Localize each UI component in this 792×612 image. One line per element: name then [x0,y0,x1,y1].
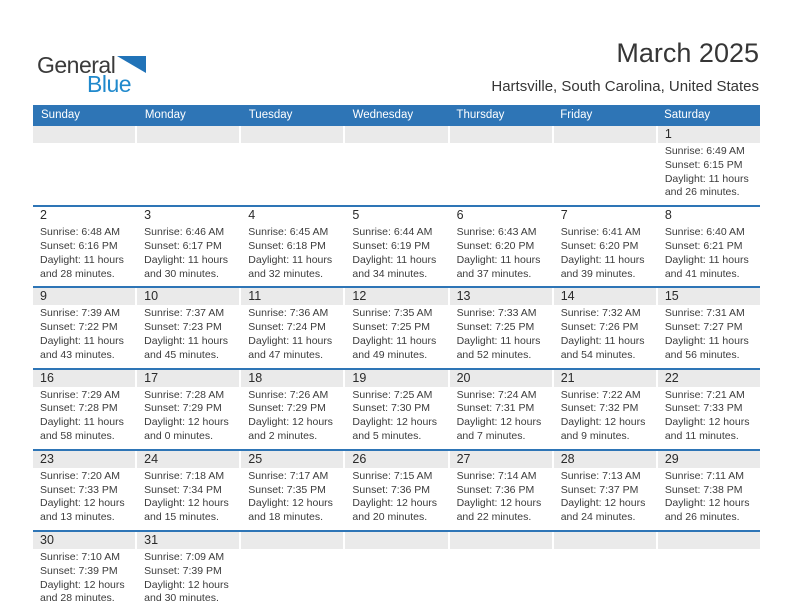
day-daylight-hours: Daylight: 11 hours [352,334,437,347]
day-number: 26 [345,451,447,468]
day-cell-empty [658,532,760,611]
week-row [33,288,760,369]
day-daylight-hours: Daylight: 11 hours [248,334,333,347]
day-daylight-minutes: and 28 minutes. [40,592,115,605]
day-sunset: Sunset: 7:33 PM [40,483,118,496]
day-sunset: Sunset: 6:21 PM [664,239,743,252]
day-number: 22 [658,370,760,387]
day-daylight-minutes: and 32 minutes. [248,267,323,280]
weekday-thursday: Thursday [456,109,505,121]
day-sunset: Sunset: 7:37 PM [560,483,639,496]
day-cell [554,370,656,449]
day-number [554,126,656,143]
weekday-wednesday: Wednesday [352,109,414,121]
day-sunset: Sunset: 6:16 PM [40,239,118,252]
day-daylight-minutes: and 30 minutes. [144,592,219,605]
day-daylight-hours: Daylight: 12 hours [144,416,229,429]
day-details [345,468,447,530]
day-details [554,305,656,367]
day-number: 17 [137,370,239,387]
day-daylight-hours: Daylight: 11 hours [560,334,645,347]
day-details [345,305,447,367]
day-daylight-minutes: and 34 minutes. [352,267,428,280]
day-cell [137,451,239,530]
day-details [658,468,760,530]
day-cell-empty [345,532,447,611]
day-daylight-hours: Daylight: 11 hours [560,253,645,266]
day-sunrise: Sunrise: 7:32 AM [560,307,641,320]
day-number: 15 [658,288,760,305]
day-daylight-minutes: and 15 minutes. [144,511,219,524]
calendar-weeks [33,126,760,611]
day-sunset: Sunset: 7:35 PM [248,483,326,496]
day-daylight-hours: Daylight: 12 hours [456,416,542,429]
day-number: 7 [554,207,656,224]
day-daylight-minutes: and 5 minutes. [352,429,422,442]
day-details [345,549,447,602]
day-sunrise: Sunrise: 7:21 AM [664,388,745,401]
day-cell-empty [241,532,343,611]
day-details [137,305,239,367]
day-details [450,305,552,367]
weekday-friday: Friday [560,109,593,121]
general-blue-logo [33,52,163,96]
day-cell [137,207,239,286]
day-daylight-minutes: and 20 minutes. [352,511,428,524]
day-details [554,387,656,449]
day-daylight-hours: Daylight: 11 hours [664,172,749,185]
day-sunrise: Sunrise: 7:13 AM [560,469,641,482]
day-details [658,387,760,449]
week-row [33,207,760,288]
day-daylight-hours: Daylight: 11 hours [144,334,228,347]
day-sunset: Sunset: 7:27 PM [664,321,743,334]
day-daylight-hours: Daylight: 11 hours [40,253,124,266]
day-cell [33,451,135,530]
day-sunset: Sunset: 7:28 PM [40,402,118,415]
day-cell [137,370,239,449]
day-sunrise: Sunrise: 7:11 AM [664,469,745,482]
day-cell [33,207,135,286]
day-sunrise: Sunrise: 7:14 AM [456,469,537,482]
day-sunrise: Sunrise: 7:17 AM [248,469,329,482]
day-daylight-minutes: and 2 minutes. [248,429,318,442]
day-daylight-minutes: and 28 minutes. [40,267,115,280]
day-daylight-hours: Daylight: 12 hours [248,416,333,429]
day-daylight-minutes: and 7 minutes. [456,429,526,442]
day-daylight-minutes: and 0 minutes. [144,429,214,442]
day-cell-empty [345,126,447,205]
day-sunset: Sunset: 7:39 PM [144,564,222,577]
day-daylight-minutes: and 9 minutes. [560,429,630,442]
day-number: 28 [554,451,656,468]
day-daylight-minutes: and 13 minutes. [40,511,115,524]
day-sunset: Sunset: 7:29 PM [248,402,326,415]
day-sunset: Sunset: 7:25 PM [456,321,535,334]
day-daylight-hours: Daylight: 11 hours [40,334,124,347]
day-sunset: Sunset: 7:26 PM [560,321,639,334]
day-cell [658,370,760,449]
day-cell [658,288,760,367]
day-cell [345,370,447,449]
day-number [241,126,343,143]
day-details [241,224,343,286]
day-cell [658,207,760,286]
day-sunrise: Sunrise: 6:40 AM [664,226,745,239]
day-daylight-hours: Daylight: 11 hours [352,253,437,266]
day-details [450,387,552,449]
day-number: 29 [658,451,760,468]
day-details [554,549,656,602]
day-details [33,224,135,286]
day-daylight-minutes: and 18 minutes. [248,511,323,524]
day-cell-empty [137,126,239,205]
day-details [345,143,447,196]
day-daylight-hours: Daylight: 11 hours [248,253,333,266]
day-sunrise: Sunrise: 7:09 AM [144,550,225,563]
day-sunrise: Sunrise: 7:22 AM [560,388,641,401]
day-daylight-hours: Daylight: 12 hours [40,578,125,591]
day-sunrise: Sunrise: 6:43 AM [456,226,537,239]
day-details [241,549,343,602]
day-daylight-minutes: and 11 minutes. [664,429,739,442]
day-number: 27 [450,451,552,468]
day-daylight-minutes: and 52 minutes. [456,348,532,361]
day-sunset: Sunset: 7:22 PM [40,321,118,334]
day-daylight-hours: Daylight: 11 hours [40,416,124,429]
day-number: 21 [554,370,656,387]
day-number: 5 [345,207,447,224]
day-daylight-hours: Daylight: 12 hours [40,497,125,510]
day-daylight-hours: Daylight: 11 hours [664,334,749,347]
day-daylight-minutes: and 43 minutes. [40,348,115,361]
day-sunrise: Sunrise: 7:24 AM [456,388,537,401]
day-details [241,387,343,449]
day-cell [241,207,343,286]
day-sunset: Sunset: 7:38 PM [664,483,743,496]
day-sunrise: Sunrise: 7:36 AM [248,307,329,320]
page-title: March 2025 [616,38,759,68]
day-number [345,126,447,143]
day-daylight-hours: Daylight: 11 hours [144,253,228,266]
day-number [33,126,135,143]
day-number: 23 [33,451,135,468]
week-row [33,126,760,207]
day-number: 4 [241,207,343,224]
day-sunset: Sunset: 7:23 PM [144,321,222,334]
day-details [450,143,552,196]
day-number: 18 [241,370,343,387]
day-cell-empty [554,532,656,611]
day-daylight-minutes: and 41 minutes. [664,267,740,280]
day-number [345,532,447,549]
day-daylight-minutes: and 30 minutes. [144,267,219,280]
day-sunset: Sunset: 7:32 PM [560,402,639,415]
day-daylight-minutes: and 47 minutes. [248,348,323,361]
day-cell-empty [450,532,552,611]
day-sunrise: Sunrise: 7:39 AM [40,307,120,320]
day-details [137,387,239,449]
day-details [137,143,239,196]
day-number [554,532,656,549]
day-cell [658,451,760,530]
day-details [554,143,656,196]
day-sunset: Sunset: 7:24 PM [248,321,326,334]
day-sunset: Sunset: 6:18 PM [248,239,326,252]
day-daylight-hours: Daylight: 12 hours [352,497,438,510]
day-sunrise: Sunrise: 7:18 AM [144,469,225,482]
day-number: 3 [137,207,239,224]
day-number: 30 [33,532,135,549]
day-sunrise: Sunrise: 7:29 AM [40,388,120,401]
day-sunset: Sunset: 7:39 PM [40,564,118,577]
day-cell [658,126,760,205]
day-daylight-minutes: and 56 minutes. [664,348,740,361]
day-sunset: Sunset: 7:36 PM [352,483,431,496]
day-cell [450,370,552,449]
day-number: 12 [345,288,447,305]
day-number: 19 [345,370,447,387]
day-details [33,549,135,611]
day-daylight-minutes: and 37 minutes. [456,267,532,280]
day-sunrise: Sunrise: 7:33 AM [456,307,537,320]
day-details [658,143,760,205]
weekday-monday: Monday [144,109,186,121]
day-number: 25 [241,451,343,468]
week-row [33,370,760,451]
day-details [33,468,135,530]
day-daylight-hours: Daylight: 12 hours [664,497,750,510]
weekday-saturday: Saturday [664,109,711,121]
day-details [658,549,760,602]
day-details [450,549,552,602]
day-daylight-hours: Daylight: 12 hours [144,578,229,591]
day-details [33,143,135,196]
day-details [554,224,656,286]
day-details [450,224,552,286]
day-sunrise: Sunrise: 6:48 AM [40,226,120,239]
day-cell-empty [241,126,343,205]
logo-text-blue: Blue [87,71,132,97]
day-number: 31 [137,532,239,549]
page-subtitle: Hartsville, South Carolina, United States [491,78,759,95]
day-sunrise: Sunrise: 7:28 AM [144,388,225,401]
day-number [450,532,552,549]
weekday-tuesday: Tuesday [248,109,293,121]
day-sunset: Sunset: 6:19 PM [352,239,431,252]
day-cell [450,207,552,286]
day-details [658,305,760,367]
day-number: 6 [450,207,552,224]
day-sunrise: Sunrise: 7:37 AM [144,307,225,320]
week-row [33,532,760,611]
day-daylight-hours: Daylight: 12 hours [352,416,438,429]
day-number: 9 [33,288,135,305]
day-cell [450,451,552,530]
day-details [345,387,447,449]
day-daylight-hours: Daylight: 12 hours [248,497,333,510]
day-sunset: Sunset: 7:30 PM [352,402,431,415]
day-sunset: Sunset: 6:20 PM [456,239,535,252]
day-cell [33,370,135,449]
day-cell [33,288,135,367]
day-number: 20 [450,370,552,387]
day-details [554,468,656,530]
day-sunrise: Sunrise: 7:20 AM [40,469,120,482]
day-daylight-hours: Daylight: 11 hours [456,334,541,347]
day-daylight-hours: Daylight: 12 hours [456,497,542,510]
day-number [450,126,552,143]
day-details [137,224,239,286]
day-details [33,387,135,449]
day-sunset: Sunset: 7:29 PM [144,402,222,415]
day-daylight-minutes: and 45 minutes. [144,348,219,361]
day-cell [554,451,656,530]
day-number: 13 [450,288,552,305]
day-sunrise: Sunrise: 7:25 AM [352,388,433,401]
day-number: 8 [658,207,760,224]
weekday-header-row [33,105,760,126]
day-cell [450,288,552,367]
day-daylight-minutes: and 26 minutes. [664,511,740,524]
day-sunset: Sunset: 7:33 PM [664,402,743,415]
day-number [241,532,343,549]
day-details [658,224,760,286]
day-cell [554,288,656,367]
day-cell [241,288,343,367]
day-sunset: Sunset: 6:15 PM [664,158,743,171]
day-details [241,305,343,367]
day-cell [241,370,343,449]
day-daylight-minutes: and 49 minutes. [352,348,428,361]
day-sunset: Sunset: 6:17 PM [144,239,222,252]
day-number [658,532,760,549]
day-sunrise: Sunrise: 6:41 AM [560,226,641,239]
day-details [241,143,343,196]
day-cell [345,451,447,530]
day-number: 10 [137,288,239,305]
day-sunrise: Sunrise: 7:10 AM [40,550,120,563]
day-cell [345,207,447,286]
day-sunrise: Sunrise: 6:45 AM [248,226,329,239]
day-sunset: Sunset: 7:31 PM [456,402,535,415]
day-daylight-hours: Daylight: 12 hours [664,416,750,429]
day-sunrise: Sunrise: 7:15 AM [352,469,433,482]
day-sunrise: Sunrise: 7:35 AM [352,307,433,320]
week-row [33,451,760,532]
day-sunrise: Sunrise: 6:44 AM [352,226,433,239]
day-daylight-minutes: and 24 minutes. [560,511,636,524]
day-details [345,224,447,286]
calendar-grid [33,105,760,611]
day-daylight-hours: Daylight: 12 hours [560,416,646,429]
day-daylight-minutes: and 54 minutes. [560,348,636,361]
day-cell [137,288,239,367]
day-daylight-minutes: and 22 minutes. [456,511,532,524]
day-cell-empty [450,126,552,205]
day-details [241,468,343,530]
day-number: 14 [554,288,656,305]
day-details [137,549,239,611]
day-number: 24 [137,451,239,468]
day-daylight-hours: Daylight: 12 hours [560,497,646,510]
day-sunrise: Sunrise: 6:49 AM [664,145,745,157]
day-sunrise: Sunrise: 7:26 AM [248,388,329,401]
day-cell [345,288,447,367]
day-number: 1 [658,126,760,143]
day-daylight-hours: Daylight: 11 hours [664,253,749,266]
day-sunset: Sunset: 7:36 PM [456,483,535,496]
day-cell [554,207,656,286]
day-daylight-hours: Daylight: 12 hours [144,497,229,510]
day-sunrise: Sunrise: 6:46 AM [144,226,225,239]
day-cell [137,532,239,611]
day-daylight-minutes: and 39 minutes. [560,267,636,280]
day-details [33,305,135,367]
day-number [137,126,239,143]
day-daylight-hours: Daylight: 11 hours [456,253,541,266]
day-number: 11 [241,288,343,305]
day-cell-empty [554,126,656,205]
weekday-sunday: Sunday [41,109,81,121]
day-details [137,468,239,530]
day-number: 16 [33,370,135,387]
day-details [450,468,552,530]
day-sunset: Sunset: 7:25 PM [352,321,431,334]
day-daylight-minutes: and 58 minutes. [40,429,115,442]
day-sunrise: Sunrise: 7:31 AM [664,307,745,320]
day-number: 2 [33,207,135,224]
day-sunset: Sunset: 6:20 PM [560,239,639,252]
day-sunset: Sunset: 7:34 PM [144,483,222,496]
day-daylight-minutes: and 26 minutes. [664,186,740,199]
logo-text-general: General [37,52,116,78]
day-cell [241,451,343,530]
day-cell [33,532,135,611]
day-cell-empty [33,126,135,205]
